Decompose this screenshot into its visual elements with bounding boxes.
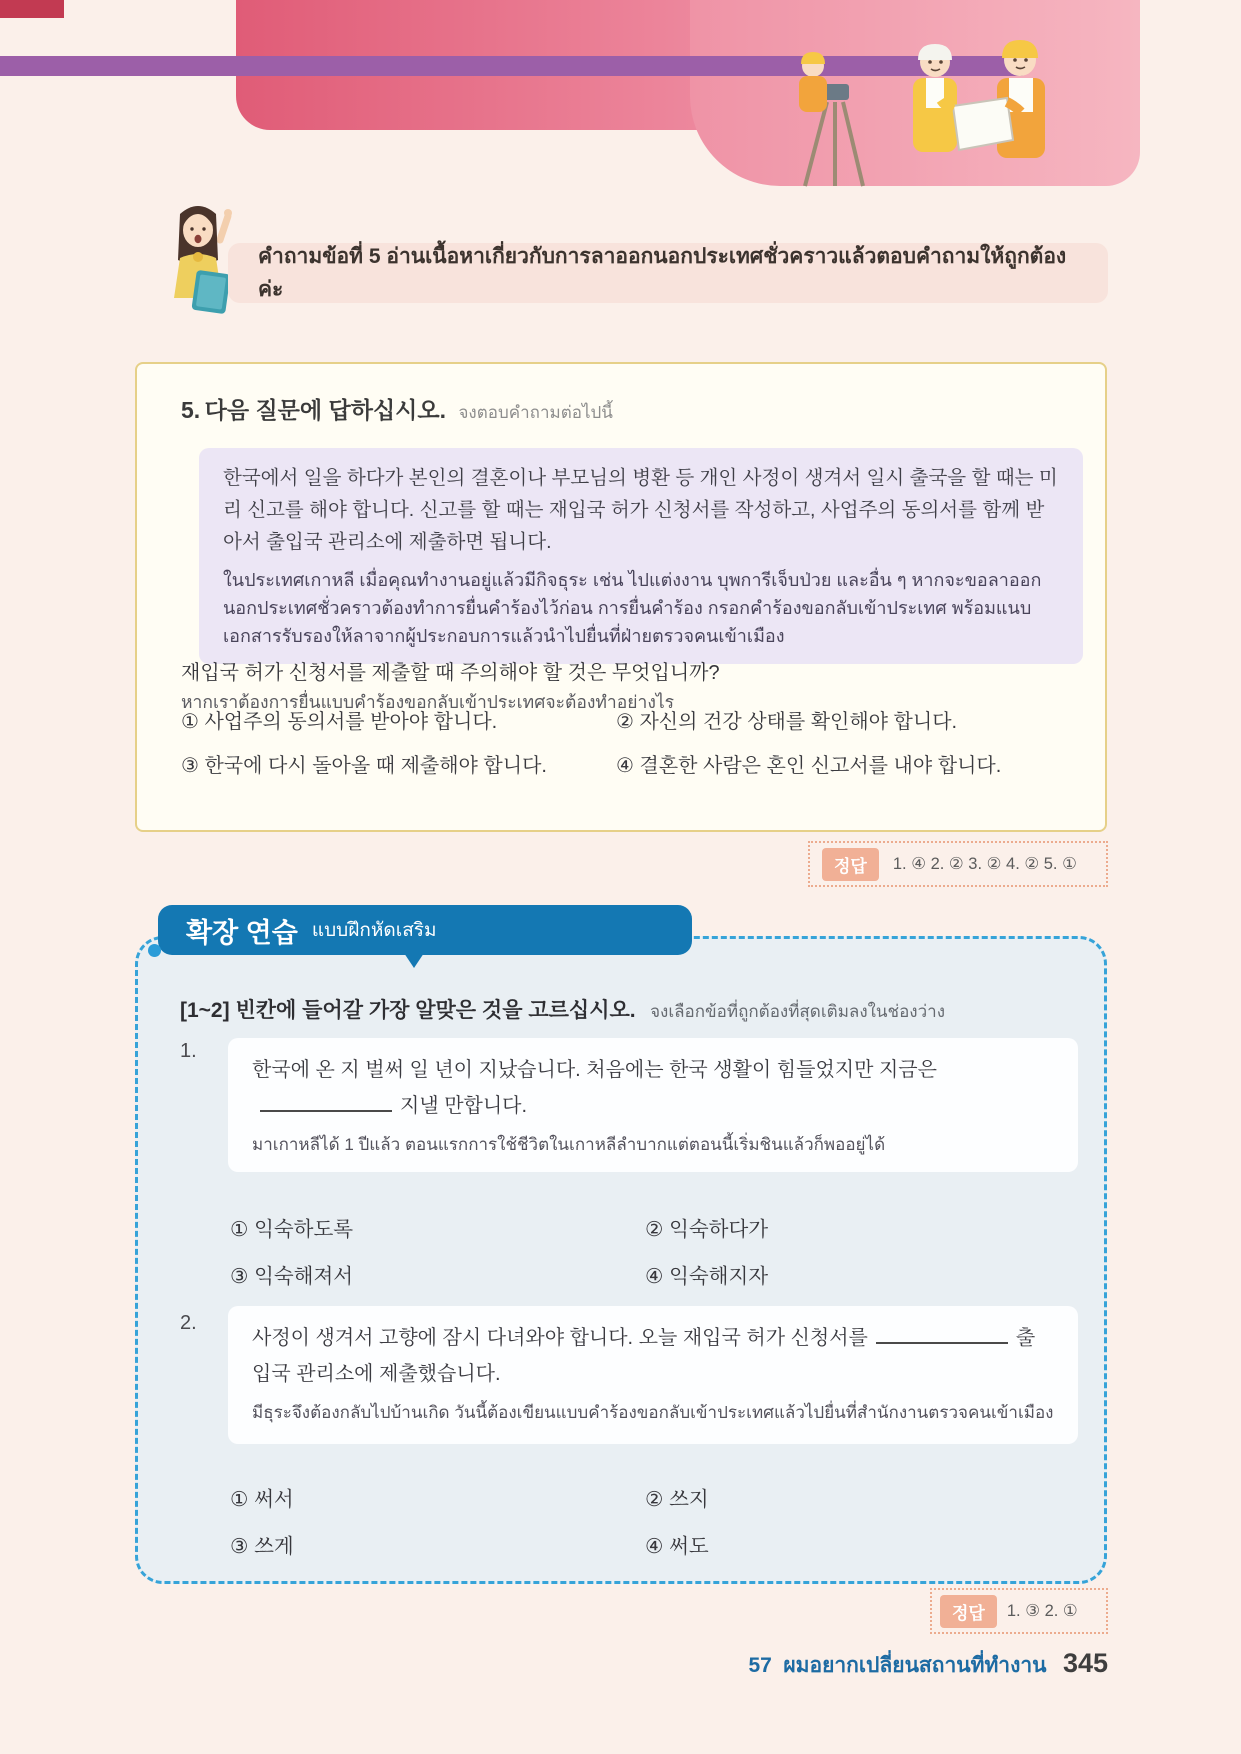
exercise2-text-korean — [252, 1320, 1054, 1392]
exercise1-text-part2: 지낼 만합니다. — [400, 1095, 528, 1117]
exercise2-text-part2: 출입국 관리소에 제출했습니다. — [252, 1327, 1036, 1385]
construction-workers-illustration — [775, 14, 1075, 192]
answer-badge: 정답 — [822, 848, 879, 881]
option-item: ① 사업주의 동의서를 받아야 합니다. — [181, 711, 498, 733]
option-item: ① 익숙하도록 — [230, 1218, 354, 1241]
answer-strip-q5 — [808, 841, 1108, 887]
option-item: ④ 익숙해지자 — [645, 1265, 769, 1288]
answer-values: 1. ④ 2. ② 3. ② 4. ② 5. ① — [892, 855, 1077, 873]
dot-decoration — [148, 944, 161, 957]
page-footer — [560, 1648, 1108, 1682]
hard-hat-icon — [801, 52, 825, 64]
pointing-hand-icon — [220, 216, 228, 240]
option-item: ② 익숙하다가 — [645, 1218, 769, 1241]
exercise1-passage-box — [228, 1038, 1078, 1172]
exercise2-passage-box — [228, 1306, 1078, 1444]
blueprint-sheet-icon — [953, 98, 1013, 150]
exercise2-text-part1: 사정이 생겨서 고향에 잠시 다녀와야 합니다. 오늘 재입국 허가 신청서를 — [252, 1327, 868, 1349]
expansion-instruction — [180, 994, 945, 1025]
teacher-speech-bubble — [228, 243, 1108, 303]
exercise2-text-thai: มีธุระจึงต้องกลับไปบ้านเกิด วันนี้ต้องเขียนแบบคำร้องขอกลับเข้าประเทศแล้วไปยื่นที่สำนักงานตรวจคนเข้าเมือง — [252, 1403, 1054, 1422]
exercise1-options — [230, 1212, 1040, 1289]
hard-hat-icon — [1002, 40, 1038, 58]
passage-thai: ในประเทศเกาหลี เมื่อคุณทำงานอยู่แล้วมีกิจธุระ เช่น ไปแต่งงาน บุพการีเจ็บป่วย และอื่น ๆ หากจะขอลาออกนอกประเทศชั่วคราวต้องทำการยื่นคำร้องไว้ก่อน การยื่นคำร้อง กรอกคำร้องขอกลับเข้าประเทศ พร้อมแนบเอกสารรับรองให้ลาจากผู้ประกอบการแล้วนำไปยื่นที่ฝ่ายตรวจคนเข้าเมือง — [223, 570, 1042, 646]
question-title-thai: จงตอบคำถามต่อไปนี้ — [458, 403, 613, 422]
page-number: 345 — [1062, 1648, 1108, 1678]
speech-text: คำถามข้อที่ 5 อ่านเนื้อหาเกี่ยวกับการลาออกนอกประเทศชั่วคราวแล้วตอบคำถามให้ถูกต้องค่ะ — [258, 245, 1067, 301]
exercise1-text-part1: 한국에 온 지 벌써 일 년이 지났습니다. 처음에는 한국 생활이 힘들었지만 지금은 — [252, 1059, 937, 1081]
option-item: ② 자신의 건강 상태를 확인해야 합니다. — [616, 711, 958, 733]
blank-line — [876, 1322, 1008, 1344]
passage-korean: 한국에서 일을 하다가 본인의 결혼이나 부모님의 병환 등 개인 사정이 생겨서 일시 출국을 할 때는 미리 신고를 해야 합니다. 신고를 할 때는 재입국 허가 신청서를 작성하고, 사업주의 동의서를 함께 받아서 출입국 관리소에 제출하면 됩니다. — [223, 467, 1058, 553]
question-text-korean: 재입국 허가 신청서를 제출할 때 주의해야 할 것은 무엇입니까? — [181, 662, 720, 684]
chapter-number: 57 — [748, 1654, 772, 1677]
instruction-korean: [1~2] 빈칸에 들어갈 가장 알맞은 것을 고르십시오. — [180, 999, 636, 1022]
chapter-title: ผมอยากเปลี่ยนสถานที่ทำงาน — [783, 1654, 1047, 1677]
corner-accent-chip — [0, 0, 64, 18]
instruction-thai: จงเลือกข้อที่ถูกต้องที่สุดเติมลงในช่องว่าง — [650, 1002, 945, 1021]
exercise1-text-thai: มาเกาหลีได้ 1 ปีแล้ว ตอนแรกการใช้ชีวิตในเกาหลีลำบากแต่ตอนนี้เริ่มชินแล้วก็พออยู่ได้ — [252, 1135, 886, 1154]
exercise1-number: 1. — [180, 1040, 197, 1062]
blank-line — [260, 1090, 392, 1112]
expansion-title-thai: แบบฝึกหัดเสริม — [311, 920, 437, 941]
exercise2-number: 2. — [180, 1312, 197, 1334]
option-item: ③ 쓰게 — [230, 1535, 294, 1558]
question-text-thai: หากเราต้องการยื่นแบบคำร้องขอกลับเข้าประเทศจะต้องทำอย่างไร — [181, 692, 675, 712]
answer-badge: 정답 — [940, 1595, 997, 1628]
exercise1-text-korean — [252, 1052, 1054, 1124]
option-item: ④ 써도 — [645, 1535, 709, 1558]
question-number: 5. — [181, 397, 201, 423]
option-item: ② 쓰지 — [645, 1488, 709, 1511]
question5-heading — [181, 392, 613, 426]
option-item: ③ 한국에 다시 돌아올 때 제출해야 합니다. — [181, 755, 547, 777]
reading-passage-box — [199, 448, 1083, 664]
option-item: ③ 익숙해져서 — [230, 1265, 354, 1288]
option-item: ① 써서 — [230, 1488, 294, 1511]
option-item: ④ 결혼한 사람은 혼인 신고서를 내야 합니다. — [616, 755, 1002, 777]
question-title-korean: 다음 질문에 답하십시오. — [204, 397, 446, 423]
exercise2-options — [230, 1482, 1040, 1559]
expansion-title-korean: 확장 연습 — [186, 917, 298, 948]
answer-strip-expansion — [930, 1588, 1108, 1634]
question5-card — [135, 362, 1107, 832]
tab-tail-decoration — [402, 950, 426, 968]
expansion-header-tab — [158, 905, 692, 955]
question5-options — [181, 705, 1081, 778]
hard-hat-icon — [918, 44, 952, 60]
answer-values: 1. ③ 2. ① — [1006, 1602, 1078, 1620]
